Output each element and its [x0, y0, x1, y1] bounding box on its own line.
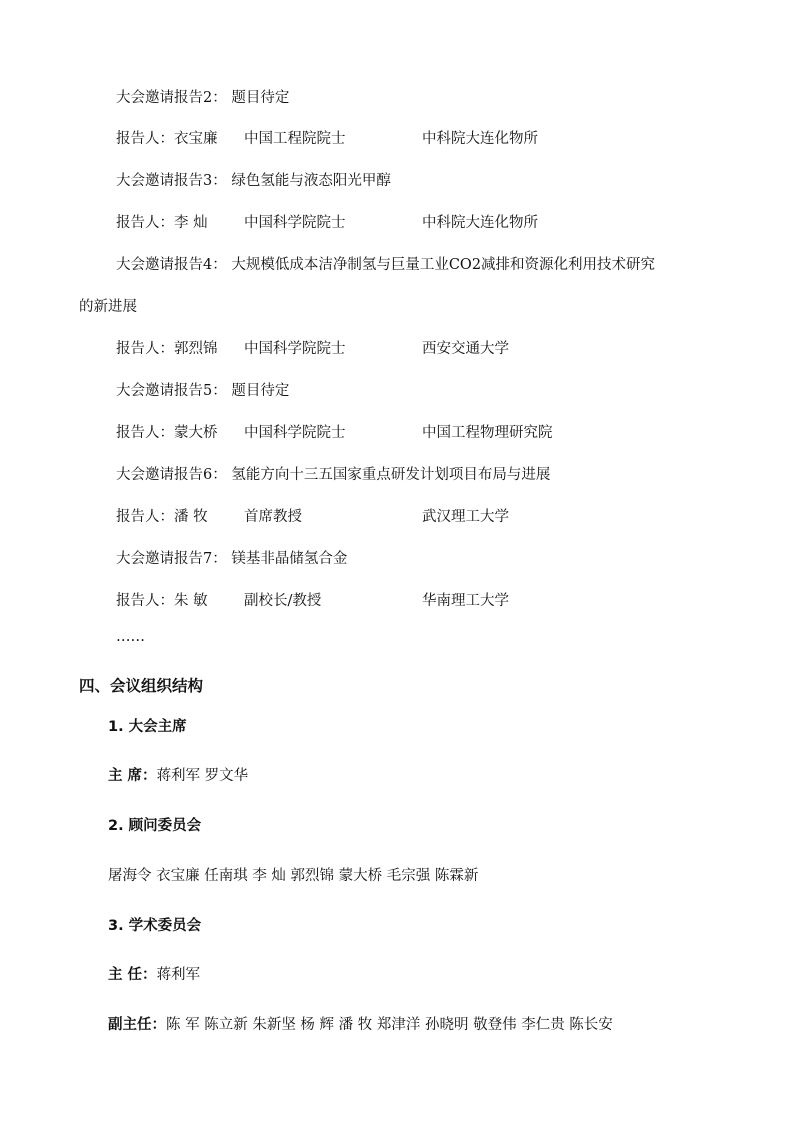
reporter-name: 报告人：李 灿	[116, 215, 208, 231]
reporter-org: 中科院大连化物所	[422, 215, 538, 231]
reporter-title: 中国工程院院士	[244, 131, 346, 147]
reporter-name: 报告人：潘 牧	[116, 509, 208, 525]
director-name: 蒋利军	[156, 967, 201, 983]
reporter-org: 中国工程物理研究院	[422, 425, 553, 441]
reporter-org: 西安交通大学	[422, 341, 509, 357]
reporter-org: 武汉理工大学	[422, 509, 509, 525]
director-label: 主 任：	[108, 967, 157, 983]
chair-names: 蒋利军 罗文华	[156, 768, 249, 784]
academic-heading: 3. 学术委员会	[108, 918, 202, 934]
deputy-label: 副主任：	[108, 1017, 166, 1033]
reporter-name: 报告人：蒙大桥	[116, 425, 218, 441]
academic-director-line	[108, 965, 200, 985]
reporter-org: 中科院大连化物所	[422, 131, 538, 147]
report-5-title: 大会邀请报告5： 题目待定	[116, 383, 290, 399]
report-7-title: 大会邀请报告7： 镁基非晶储氢合金	[116, 551, 348, 567]
reporter-org: 华南理工大学	[422, 593, 509, 609]
reporter-title: 首席教授	[244, 509, 302, 525]
report-3-title: 大会邀请报告3： 绿色氢能与液态阳光甲醇	[116, 173, 391, 189]
chair-heading: 1. 大会主席	[108, 719, 187, 735]
section-heading: 四、会议组织结构	[79, 677, 204, 695]
advisory-names: 屠海令 衣宝廉 任南琪 李 灿 郭烈锦 蒙大桥 毛宗强 陈霖新	[108, 868, 479, 884]
report-2-title: 大会邀请报告2： 题目待定	[116, 90, 290, 106]
reporter-title: 中国科学院院士	[244, 341, 346, 357]
chair-line	[108, 766, 248, 786]
report-4-title-continuation: 的新进展	[79, 299, 137, 315]
deputy-names: 陈 军 陈立新 朱新坚 杨 辉 潘 牧 郑津洋 孙晓明 敬登伟 李仁贵 陈长安	[166, 1017, 613, 1033]
reporter-title: 副校长/教授	[244, 593, 322, 609]
report-4-title: 大会邀请报告4： 大规模低成本洁净制氢与巨量工业CO2减排和资源化利用技术研究	[116, 257, 656, 273]
reporter-title: 中国科学院院士	[244, 215, 346, 231]
reporter-name: 报告人：朱 敏	[116, 593, 208, 609]
advisory-heading: 2. 顾问委员会	[108, 818, 202, 834]
reporter-name: 报告人：郭烈锦	[116, 341, 218, 357]
academic-deputies-line	[108, 1015, 613, 1035]
ellipsis: ……	[116, 629, 145, 645]
reporter-title: 中国科学院院士	[244, 425, 346, 441]
chair-label: 主 席：	[108, 768, 157, 784]
report-6-title: 大会邀请报告6： 氢能方向十三五国家重点研发计划项目布局与进展	[116, 467, 551, 483]
reporter-name: 报告人：衣宝廉	[116, 131, 218, 147]
